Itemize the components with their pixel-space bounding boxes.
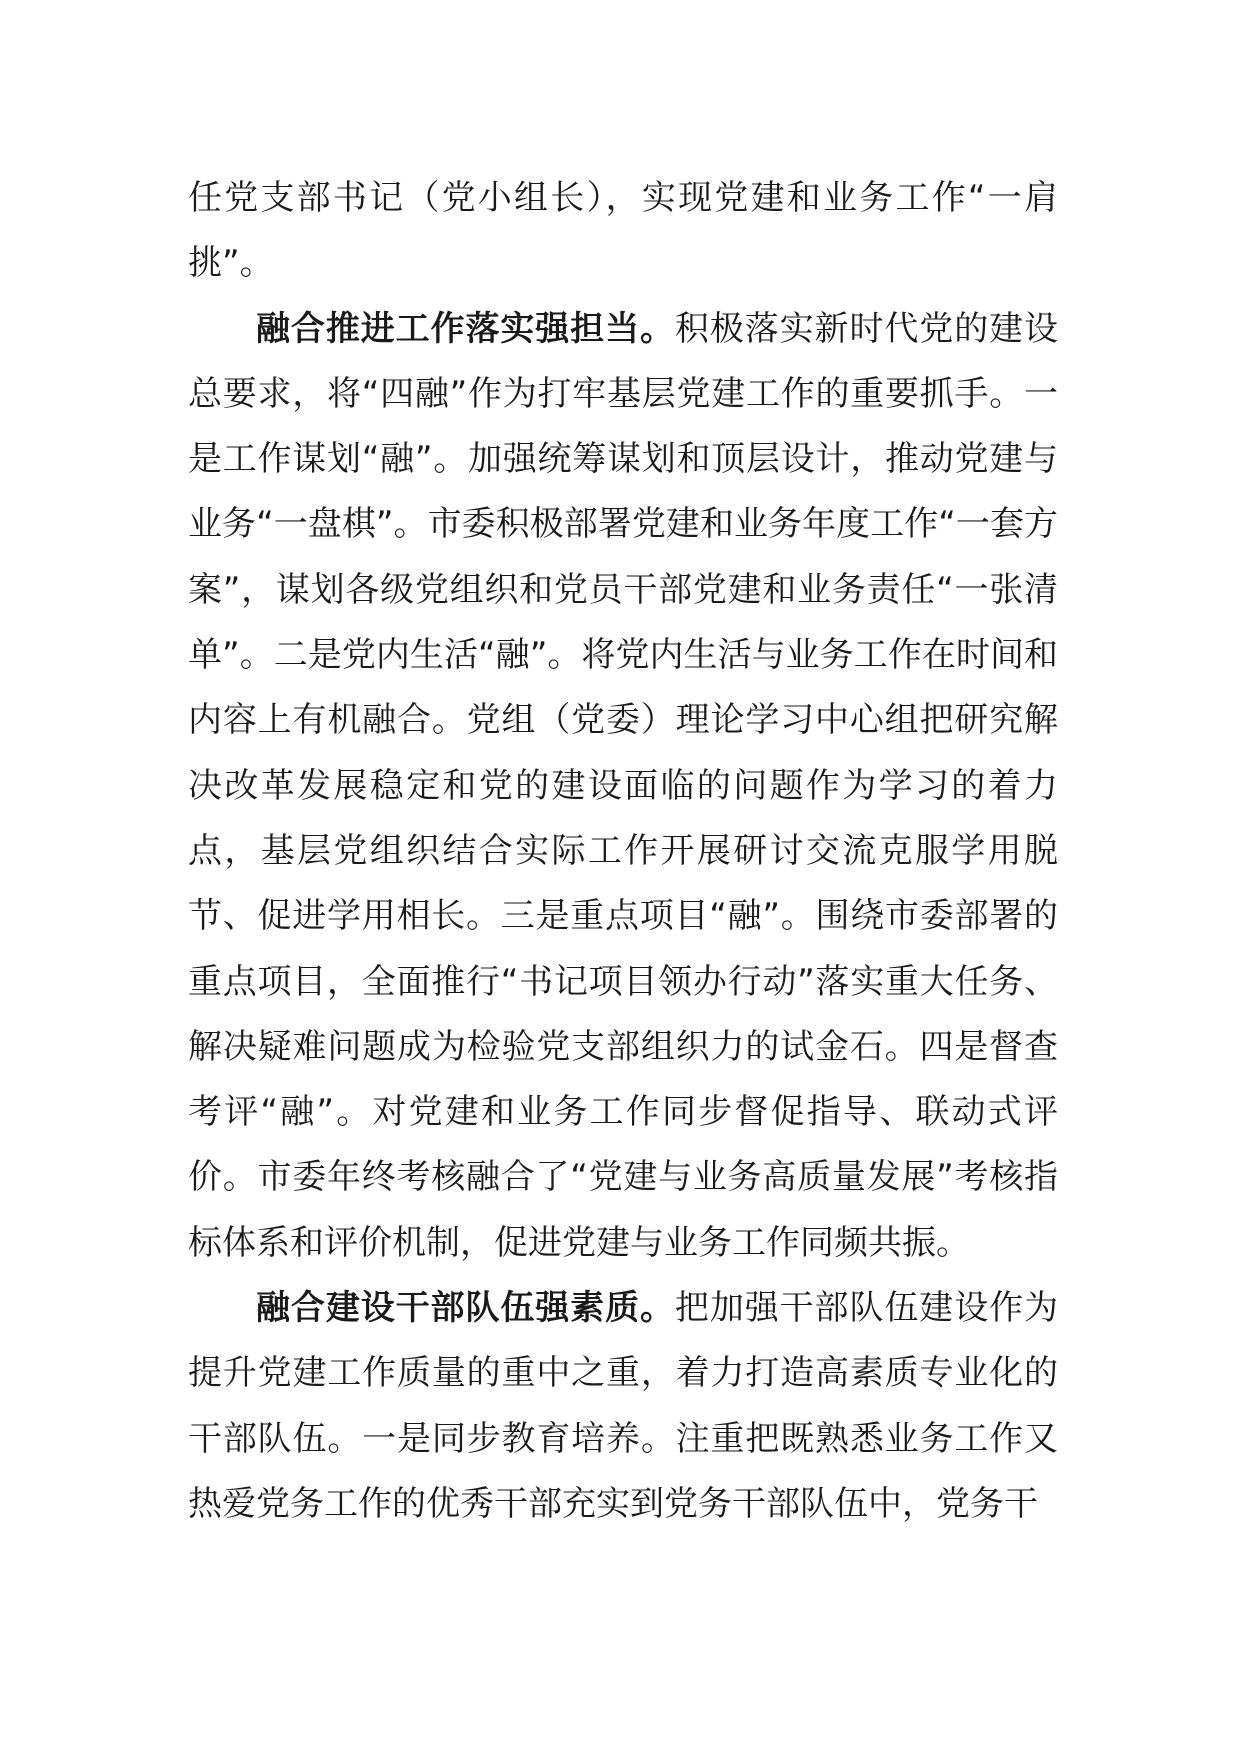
paragraph-heading: 融合推进工作落实强担当。 [256, 308, 675, 349]
paragraph-cadre-team [188, 1276, 1058, 1537]
paragraph-text: 把加强干部队伍建设作为提升党建工作质量的重中之重，着力打造高素质专业化的干部队伍。一是同步教育培养。注重把既熟悉业务工作又热爱党务工作的优秀干部充实到党务干部队伍中，党务干 [188, 1288, 1059, 1524]
document-page [188, 166, 1058, 1537]
paragraph-text: 任党支部书记（党小组长），实现党建和业务工作“一肩挑”。 [188, 178, 1058, 284]
paragraph-continuation [188, 166, 1058, 297]
paragraph-text: 积极落实新时代党的建设总要求，将“四融”作为打牢基层党建工作的重要抓手。一是工作谋划“融”。加强统筹谋划和顶层设计，推动党建与业务“一盘棋”。市委积极部署党建和业务年度工作“一套方案”，谋划各级党组织和党员干部党建和业务责任“一张清单”。二是党内生活“融”。将党内生活与业务工作在时间和内容上有机融合。党组（党委）理论学习中心组把研究解决改革发展稳定和党的建设面临的问题作为学习的着力点，基层党组织结合实际工作开展研讨交流克服学用脱节、促进学用相长。三是重点项目“融”。围绕市委部署的重点项目，全面推行“书记项目领办行动”落实重大任务、解决疑难问题成为检验党支部组织力的试金石。四是督查考评“融”。对党建和业务工作同步督促指导、联动式评价。市委年终考核融合了“党建与业务高质量发展”考核指标体系和评价机制，促进党建与业务工作同频共振。 [188, 308, 1059, 1263]
paragraph-heading: 融合建设干部队伍强素质。 [256, 1288, 675, 1329]
paragraph-integration-work [188, 297, 1058, 1276]
